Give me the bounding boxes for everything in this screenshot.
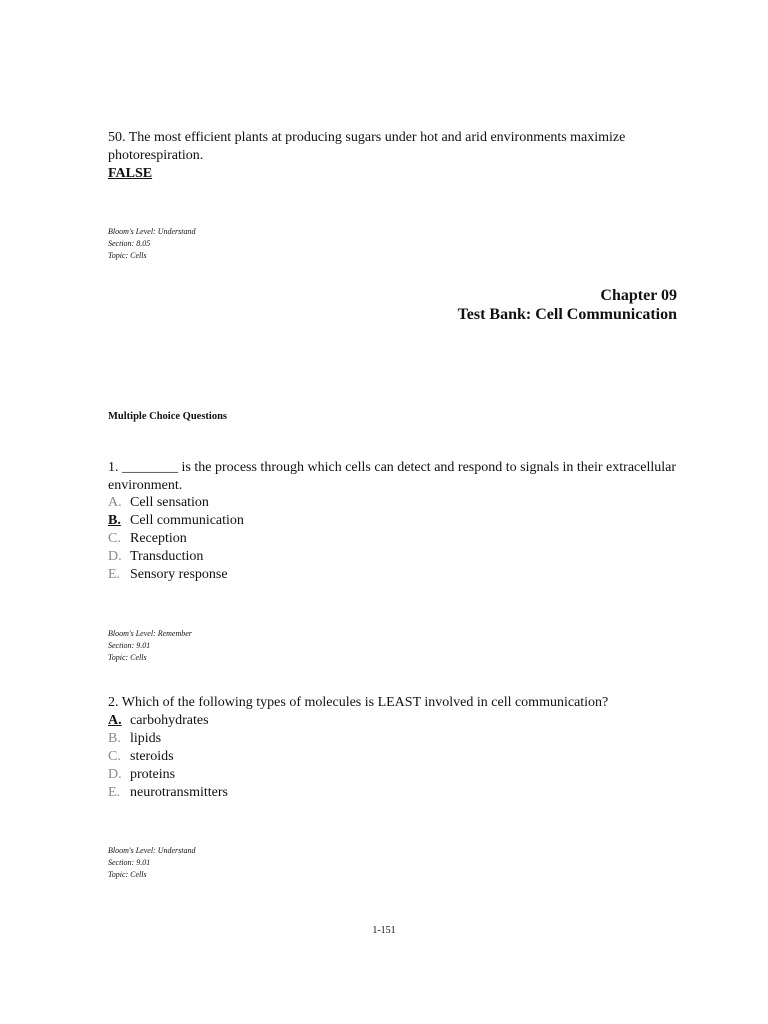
question-50-text: 50. The most efficient plants at producing sugars under hot and arid environments maximize photorespiration.	[108, 130, 626, 163]
choice-a	[108, 494, 244, 512]
choice-e	[108, 784, 228, 802]
choice-letter: C.	[108, 749, 121, 764]
choice-letter: E.	[108, 785, 121, 800]
meta-section: Section: 9.01	[108, 641, 151, 650]
choice-a-correct	[108, 712, 228, 730]
choice-e	[108, 566, 244, 584]
choice-text: Reception	[130, 531, 187, 546]
question-1-text: 1. ________ is the process through which cells can detect and respond to signals in their extracellular environment.	[108, 460, 677, 493]
choice-text: Sensory response	[130, 567, 228, 582]
question-2-meta	[108, 845, 195, 881]
question-2-choices	[108, 712, 228, 802]
choice-letter: D.	[108, 549, 122, 564]
choice-text: neurotransmitters	[130, 785, 228, 800]
choice-text: steroids	[130, 749, 174, 764]
question-50-answer: FALSE	[108, 166, 153, 181]
choice-letter: A.	[108, 495, 122, 510]
chapter-title: Test Bank: Cell Communication	[457, 306, 677, 323]
question-1-meta	[108, 628, 192, 664]
choice-d	[108, 766, 228, 784]
meta-topic: Topic: Cells	[108, 870, 147, 879]
choice-letter: B.	[108, 513, 121, 528]
choice-letter: E.	[108, 567, 121, 582]
choice-letter: C.	[108, 531, 121, 546]
page-number: 1-151	[372, 925, 396, 936]
meta-topic: Topic: Cells	[108, 653, 147, 662]
choice-letter: B.	[108, 731, 121, 746]
question-1-choices	[108, 494, 244, 584]
choice-text: lipids	[130, 731, 162, 746]
choice-b	[108, 730, 228, 748]
question-2-text: 2. Which of the following types of molecules is LEAST involved in cell communication?	[108, 695, 609, 710]
choice-text: carbohydrates	[130, 713, 209, 728]
chapter-number: Chapter 09	[600, 287, 677, 304]
choice-letter: A.	[108, 713, 122, 728]
meta-blooms-level: Bloom's Level: Remember	[108, 629, 192, 638]
choice-text: Cell sensation	[130, 495, 209, 510]
meta-blooms-level: Bloom's Level: Understand	[108, 846, 196, 855]
choice-d	[108, 548, 244, 566]
choice-text: Transduction	[130, 549, 204, 564]
choice-text: Cell communication	[130, 513, 244, 528]
meta-topic: Topic: Cells	[108, 251, 147, 260]
choice-b-correct	[108, 512, 244, 530]
section-heading: Multiple Choice Questions	[108, 411, 228, 422]
meta-section: Section: 9.01	[108, 858, 151, 867]
choice-c	[108, 530, 244, 548]
choice-c	[108, 748, 228, 766]
meta-section: Section: 8.05	[108, 239, 151, 248]
question-50-meta	[108, 226, 195, 262]
meta-blooms-level: Bloom's Level: Understand	[108, 227, 196, 236]
choice-letter: D.	[108, 767, 122, 782]
choice-text: proteins	[130, 767, 176, 782]
